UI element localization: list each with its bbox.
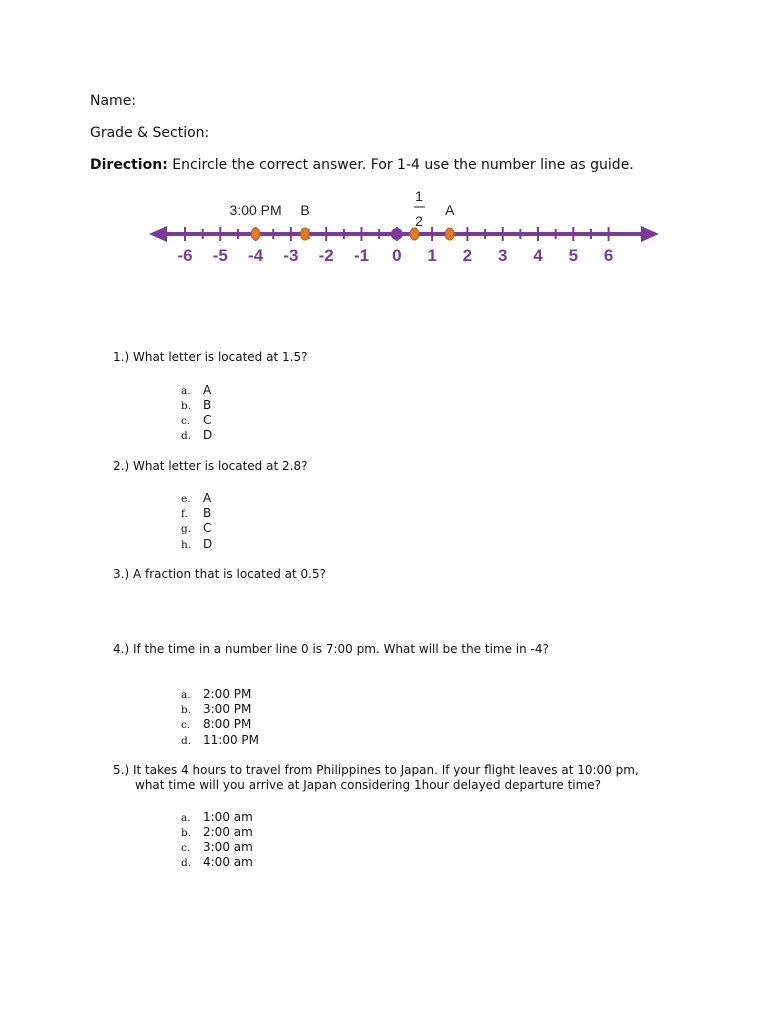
direction-text: Encircle the correct answer. For 1-4 use the number line as guide. [172,157,634,173]
question-text: What letter is located at 1.5? [132,350,308,364]
tick-label: -4 [248,246,264,265]
q2-option-h[interactable]: h. D [181,537,213,551]
q2-option-e[interactable]: e. A [181,491,212,505]
question-number: 1.) [113,350,130,364]
number-line-figure [145,183,665,273]
question-5 [113,763,639,777]
tick-label: -2 [318,246,334,265]
q4-option-c[interactable]: c. 8:00 PM [181,717,252,731]
tick-label: -3 [283,246,299,265]
tick-label: 1 [427,246,437,265]
q5-option-d[interactable]: d. 4:00 am [181,855,253,869]
q4-option-a[interactable]: a. 2:00 PM [181,687,252,701]
q4-option-d[interactable]: d. 11:00 PM [181,733,259,747]
q1-option-c[interactable]: c. C [181,413,212,427]
point-marker [410,228,419,240]
question-number: 5.) [113,763,130,777]
q5-option-a[interactable]: a. 1:00 am [181,810,253,824]
point-label: 3:00 PM [229,202,282,218]
grade-section-label: Grade & Section: [90,125,210,141]
tick-label: 5 [568,246,579,265]
q1-option-d[interactable]: d. D [181,428,213,442]
tick-label: 4 [533,246,543,265]
q1-option-a[interactable]: a. A [181,383,212,397]
point-marker [391,229,402,240]
question-text: What letter is located at 2.8? [132,459,308,473]
question-text: It takes 4 hours to travel from Philippines to Japan. If your flight leaves at 10:00 pm, [132,763,639,777]
question-number: 3.) [113,567,130,581]
q2-option-g[interactable]: g. C [181,521,212,535]
point-label: B [300,202,310,218]
q5-option-b[interactable]: b. 2:00 am [181,825,253,839]
q5-option-c[interactable]: c. 3:00 am [181,840,253,854]
point-marker [251,228,260,240]
question-2 [113,459,307,473]
question-1 [113,350,307,364]
tick-label: -1 [353,246,370,265]
direction-line [90,157,634,173]
tick-label: 2 [462,246,473,265]
tick-label: -5 [212,246,228,265]
fraction-denominator: 2 [415,213,423,229]
question-4 [113,642,549,656]
q1-option-b[interactable]: b. B [181,398,212,412]
point-marker [445,228,454,240]
question-5-line-2: what time will you arrive at Japan considering 1hour delayed departure time? [135,778,602,792]
fraction-label [414,188,425,229]
tick-label: 6 [603,246,614,265]
name-label: Name: [90,93,137,109]
question-number: 2.) [113,459,130,473]
tick-label: -6 [177,246,193,265]
number-line-axis [149,226,659,242]
q4-option-b[interactable]: b. 3:00 PM [181,702,252,716]
point-label: A [445,202,455,218]
fraction-numerator: 1 [415,188,423,204]
tick-label: 0 [392,246,402,265]
question-text: If the time in a number line 0 is 7:00 pm. What will be the time in -4? [132,642,549,656]
direction-label: Direction: [90,157,168,173]
question-3 [113,567,326,581]
q2-option-f[interactable]: f. B [181,506,212,520]
point-marker [301,228,310,240]
tick-label: 3 [497,246,508,265]
question-number: 4.) [113,642,130,656]
left-arrow [149,226,167,242]
question-text: A fraction that is located at 0.5? [132,567,326,581]
right-arrow [641,226,659,242]
